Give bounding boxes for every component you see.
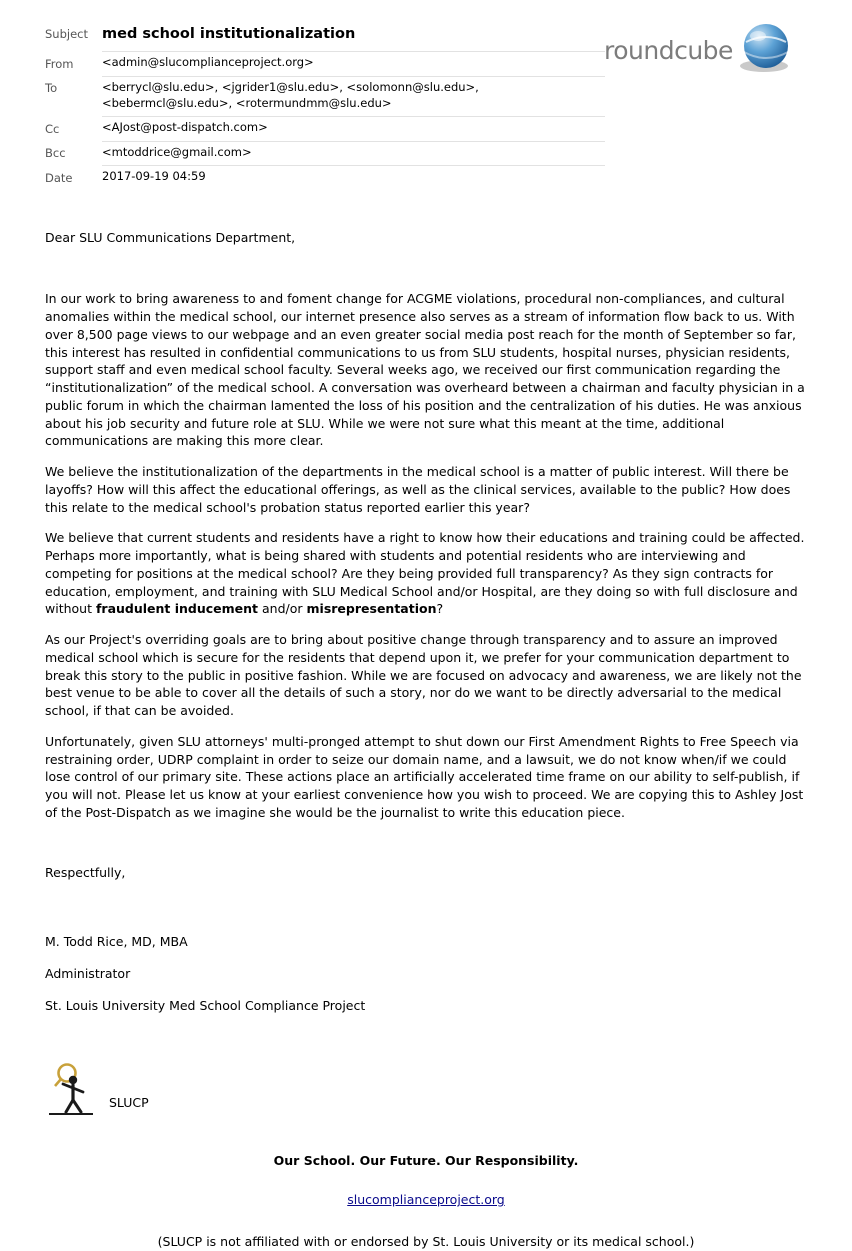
to-label: To: [45, 81, 58, 96]
message-meta-table: [45, 22, 605, 191]
from-value[interactable]: <admin@slucomplianceproject.org>: [102, 52, 605, 77]
magnifying-glass-person-icon: [45, 1062, 97, 1116]
paragraph-3-part-1: We believe that current students and residents have a right to know how their educations and training could be affected. Perhaps more importantly, what is being shared with students and potential residents who are interviewing and competing for positions at the medical school? Are they being provided full transparency? As they sign contracts for education, employment, and training with SLU Medical School and/or Hospital, are they doing so with full disclosure and without: [45, 530, 805, 617]
bcc-value[interactable]: <mtoddrice@gmail.com>: [102, 141, 605, 166]
message-body: [45, 191, 807, 1251]
signature-image-label: SLUCP: [109, 1094, 149, 1110]
body-paragraph-3: [45, 529, 807, 618]
signature-image-block: [45, 1056, 807, 1116]
greeting: Dear SLU Communications Department,: [45, 229, 296, 245]
body-paragraph-4: As our Project's overriding goals are to bring about positive change through transparency and to assure an improved medical school which is secure for the residents that depend upon it, we prefer for your communication department to break this story to the public in positive fashion. While we are focused on advocacy and awareness, we are likely not the best venue to be able to cover all the details of such a story, nor do we want to be directly adversarial to the medical school, if that can be avoided.: [45, 632, 802, 719]
date-value: 2017-09-19 04:59: [102, 169, 206, 184]
paragraph-3-bold-1: fraudulent inducement: [95, 601, 259, 617]
signature-title: Administrator: [45, 966, 131, 982]
body-paragraph-1: In our work to bring awareness to and foment change for ACGME violations, procedural non-compliances, and cultural anomalies within the medical school, our internet presence also serves as a stream of information flow back to us. With over 8,500 page views to our webpage and an even greater social media post reach for the month of September so far, this interest has resulted in confidential communications to us from SLU students, hospital nurses, physician residents, support staff and even medical school faculty. Several weeks ago, we received our first communication regarding the “institutionalization” of the medical school. A conversation was overheard between a chairman and faculty physician in a public forum in which the chairman lamented the loss of his position and the centralization of his duties. He was anxious about his job security and future role at SLU. While we were not sure what this meant at the time, additional communications are making this more clear.: [45, 291, 805, 449]
cc-label: Cc: [45, 121, 60, 136]
paragraph-3-bold-2: misrepresentation: [306, 601, 437, 617]
meta-row-cc: [45, 117, 605, 142]
to-value[interactable]: <berrycl@slu.edu>, <jgrider1@slu.edu>, <solomonn@slu.edu>, <bebermcl@slu.edu>, <rotermundmm@slu.edu>: [102, 76, 605, 116]
meta-row-from: [45, 52, 605, 77]
footer-disclaimer: (SLUCP is not affiliated with or endorsed by St. Louis University or its medical school.): [157, 1234, 695, 1250]
signature-name: M. Todd Rice, MD, MBA: [45, 934, 188, 950]
paragraph-3-part-3: ?: [436, 601, 444, 617]
subject-value: med school institutionalization: [102, 22, 605, 52]
body-paragraph-2: We believe the institutionalization of the departments in the medical school is a matter of public interest. Will there be layoffs? How will this affect the educational offerings, as well as the clinical services, available to the public? How does this relate to the medical school's probation status reported earlier this year?: [45, 464, 791, 515]
meta-row-to: [45, 76, 605, 116]
footer-tagline: Our School. Our Future. Our Responsibility.: [273, 1152, 579, 1168]
subject-label: Subject: [45, 27, 88, 41]
bcc-label: Bcc: [45, 146, 66, 161]
roundcube-globe-icon: [738, 22, 794, 74]
cc-value[interactable]: <AJost@post-dispatch.com>: [102, 117, 605, 142]
body-paragraph-5: Unfortunately, given SLU attorneys' multi-pronged attempt to shut down our First Amendment Rights to Free Speech via restraining order, UDRP complaint in order to seize our domain name, and a lawsuit, we do not know when/if we could lose control of our primary site. These actions place an artificially accelerated time frame on our ability to self-publish, if you will not. Please let us know at your earliest convenience how you wish to proceed. We are copying this to Ashley Jost of the Post-Dispatch as we imagine she would be the journalist to write this education piece.: [45, 733, 804, 820]
message-header: [0, 0, 852, 191]
date-label: Date: [45, 170, 73, 185]
footer-website-link[interactable]: slucomplianceproject.org: [347, 1192, 505, 1208]
meta-row-date: [45, 166, 605, 191]
sign-off: Respectfully,: [45, 864, 126, 880]
signature-organization: St. Louis University Med School Compliance Project: [45, 997, 366, 1013]
meta-row-bcc: [45, 141, 605, 166]
meta-row-subject: [45, 22, 605, 52]
roundcube-logo: [604, 22, 794, 80]
email-footer: [45, 1152, 807, 1251]
from-label: From: [45, 56, 74, 71]
roundcube-wordmark: roundcube: [604, 36, 733, 65]
paragraph-3-part-2: and/or: [258, 601, 307, 617]
